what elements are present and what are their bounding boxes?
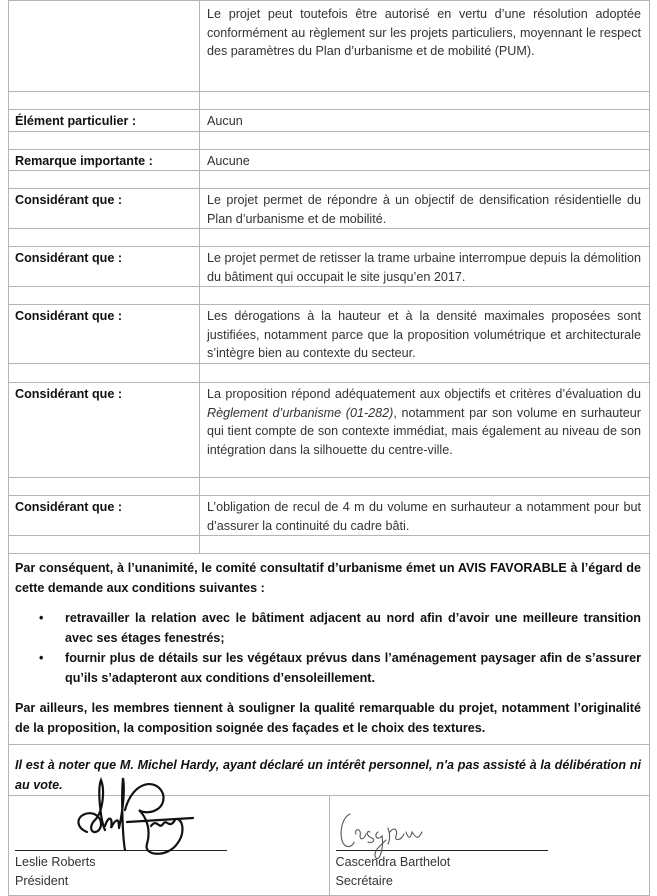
table-row — [9, 496, 650, 536]
row-value: Les dérogations à la hauteur et à la densité maximales proposées sont justifiées, notamment parce que la proposition volumétrique et architecturale s’intègre bien au contexte du secteur. — [200, 305, 650, 364]
table-row-intro — [9, 1, 650, 92]
avis-paragraph: Par conséquent, à l’unanimité, le comité consultatif d’urbanisme émet un AVIS FAVORABLE à l’égard de cette demande aux conditions suivantes : — [15, 561, 641, 595]
table-row — [9, 149, 650, 171]
row-value: Le projet permet de retisser la trame urbaine interrompue depuis la démolition du bâtiment qui occupait le site jusqu’en 2017. — [200, 247, 650, 287]
bullet-icon: • — [39, 651, 44, 665]
condition-text: retravailler la relation avec le bâtiment adjacent au nord afin d’avoir une meilleure transition avec ses étages fenestrés; — [65, 611, 641, 645]
row-value: Aucun — [200, 110, 650, 132]
regulation-reference: Règlement d’urbanisme (01-282) — [207, 405, 394, 420]
row-label: Considérant que : — [9, 496, 200, 536]
row-value: L’obligation de recul de 4 m du volume en surhauteur a notamment pour but d’assurer la continuité du cadre bâti. — [200, 496, 650, 536]
table-row — [9, 247, 650, 287]
spacer-row — [9, 92, 650, 110]
bullet-icon: • — [39, 611, 44, 625]
row-value-intro: Le projet peut toutefois être autorisé en vertu d’une résolution adoptée conformément au règlement sur les projets particuliers, moyennant le respect des paramètres du Plan d’urbanisme et de mobilité (PUM). — [200, 1, 650, 92]
table-row — [9, 110, 650, 132]
signatory-name: Cascendra Barthelot — [335, 855, 451, 869]
row-value-text: La proposition répond adéquatement aux objectifs et critères d’évaluation du — [207, 387, 641, 401]
spacer-row — [9, 536, 650, 554]
table-row — [9, 189, 650, 229]
spacer-row — [9, 364, 650, 383]
condition-item — [39, 608, 641, 648]
condition-item — [39, 648, 641, 688]
document — [8, 0, 650, 896]
row-value — [200, 383, 650, 478]
handwritten-signature-icon — [336, 806, 446, 862]
signature-line — [336, 798, 548, 851]
signature-table — [8, 795, 650, 896]
conditions-list — [9, 608, 649, 688]
row-label: Considérant que : — [9, 189, 200, 229]
signatory-role: Président — [15, 874, 69, 888]
criteria-table — [8, 0, 650, 554]
row-label: Considérant que : — [9, 305, 200, 364]
table-row — [9, 305, 650, 364]
signatory-name: Leslie Roberts — [15, 855, 96, 869]
condition-text: fournir plus de détails sur les végétaux prévus dans l’aménagement paysager afin de s’assurer qu’ils s’adapteront aux conditions d’ensoleillement. — [65, 651, 641, 685]
signature-cell-secretary — [329, 796, 650, 896]
spacer-row — [9, 229, 650, 247]
signatory-role: Secrétaire — [335, 874, 393, 888]
spacer-row — [9, 171, 650, 189]
row-value: Le projet permet de répondre à un objectif de densification résidentielle du Plan d’urbanisme et de mobilité. — [200, 189, 650, 229]
row-value: Aucune — [200, 149, 650, 171]
spacer-row — [9, 478, 650, 496]
row-label: Considérant que : — [9, 383, 200, 478]
row-value-text: , notamment par son volume en surhauteur qui tient compte de son contexte immédiat, mais également au niveau de son intégration dans la silhouette du centre-ville. — [207, 405, 641, 457]
ailleurs-paragraph: Par ailleurs, les membres tiennent à souligner la qualité remarquable du projet, notamment l’originalité de la proposition, la composition soignée des façades et le choix des textures. — [15, 701, 641, 735]
signature-cell-president — [9, 796, 330, 896]
handwritten-signature-icon — [67, 770, 207, 860]
row-label: Remarque importante : — [9, 149, 200, 171]
row-label: Élément particulier : — [9, 110, 200, 132]
conflict-note: Il est à noter que M. Michel Hardy, ayant déclaré un intérêt personnel, n'a pas assisté à la délibération ni au vote. — [15, 758, 641, 792]
spacer-row — [9, 287, 650, 305]
signature-line — [15, 798, 227, 851]
row-label: Considérant que : — [9, 247, 200, 287]
table-row — [9, 383, 650, 478]
row-label-empty — [9, 1, 200, 92]
decision-block — [8, 554, 650, 744]
spacer-row — [9, 131, 650, 149]
